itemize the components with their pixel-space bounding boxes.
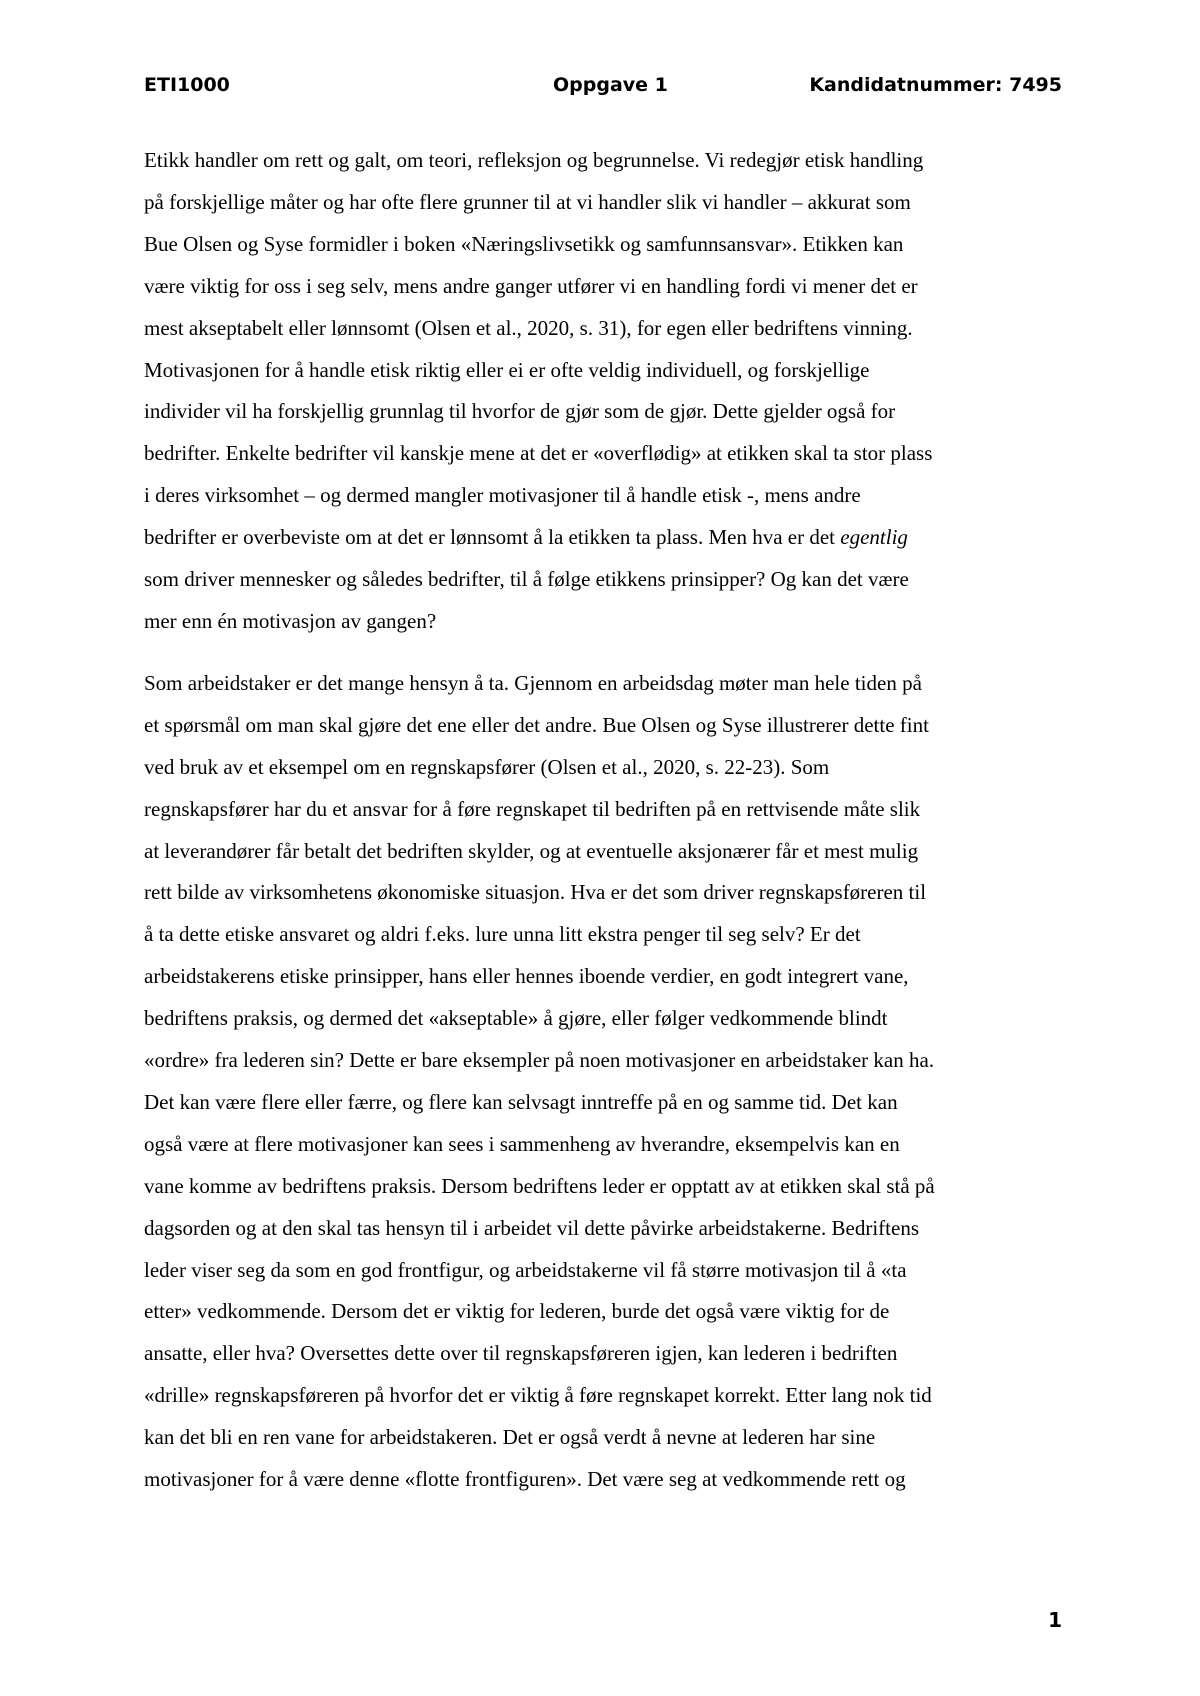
- text-line: i deres virksomhet – og dermed mangler motivasjoner til å handle etisk -, mens andre: [144, 483, 861, 508]
- text-line: på forskjellige måter og har ofte flere grunner til at vi handler slik vi handler – akkurat som: [144, 189, 911, 214]
- text-line: regnskapsfører har du et ansvar for å føre regnskapet til bedriften på en rettvisende måte slik: [144, 796, 921, 821]
- text-line: dagsorden og at den skal tas hensyn til i arbeidet vil dette påvirke arbeidstakerne. Bedriftens: [144, 1215, 920, 1240]
- text-line: «ordre» fra lederen sin? Dette er bare eksempler på noen motivasjoner en arbeidstaker kan ha.: [144, 1048, 935, 1073]
- text-line: Bue Olsen og Syse formidler i boken «Næringslivsetikk og samfunnsansvar». Etikken kan: [144, 231, 904, 256]
- text-line: ved bruk av et eksempel om en regnskapsfører (Olsen et al., 2020, s. 22-23). Som: [144, 754, 830, 779]
- text-segment: bedrifter er overbeviste om at det er lønnsomt å la etikken ta plass. Men hva er det: [144, 525, 841, 550]
- text-line: «drille» regnskapsføreren på hvorfor det er viktig å føre regnskapet korrekt. Etter lang nok tid: [144, 1383, 932, 1408]
- text-line: individer vil ha forskjellig grunnlag til hvorfor de gjør som de gjør. Dette gjelder også for: [144, 399, 896, 424]
- text-line: vane komme av bedriftens praksis. Dersom bedriftens leder er opptatt av at etikken skal stå på: [144, 1173, 935, 1198]
- text-line: Som arbeidstaker er det mange hensyn å ta. Gjennom en arbeidsdag møter man hele tiden på: [144, 670, 922, 695]
- text-line: leder viser seg da som en god frontfigur, og arbeidstakerne vil få større motivasjon til å «ta: [144, 1257, 907, 1282]
- header-assignment-title: Oppgave 1: [553, 74, 668, 96]
- paragraph: [144, 140, 1074, 643]
- text-line: bedriftens praksis, og dermed det «akseptable» å gjøre, eller følger vedkommende blindt: [144, 1006, 888, 1031]
- text-line: etter» vedkommende. Dersom det er viktig for lederen, burde det også være viktig for de: [144, 1299, 890, 1324]
- text-line: ansatte, eller hva? Oversettes dette over til regnskapsføreren igjen, kan lederen i bedriften: [144, 1341, 898, 1366]
- text-line: Etikk handler om rett og galt, om teori, refleksjon og begrunnelse. Vi redegjør etisk handling: [144, 148, 924, 172]
- page-number: 1: [1048, 1608, 1062, 1632]
- text-line: motivasjoner for å være denne «flotte frontfiguren». Det være seg at vedkommende rett og: [144, 1467, 906, 1492]
- text-line: å ta dette etiske ansvaret og aldri f.eks. lure unna litt ekstra penger til seg selv? Er det: [144, 922, 861, 947]
- text-line: bedrifter. Enkelte bedrifter vil kanskje mene at det er «overflødig» at etikken skal ta stor plass: [144, 441, 933, 466]
- text-line: mest akseptabelt eller lønnsomt (Olsen et al., 2020, s. 31), for egen eller bedriftens vinning.: [144, 315, 913, 340]
- text-line: som driver mennesker og således bedrifter, til å følge etikkens prinsipper? Og kan det være: [144, 567, 909, 592]
- text-line: rett bilde av virksomhetens økonomiske situasjon. Hva er det som driver regnskapsføreren til: [144, 880, 927, 905]
- text-line: at leverandører får betalt det bedriften skylder, og at eventuelle aksjonærer får et mest mulig: [144, 838, 919, 863]
- page-header: [144, 74, 1062, 104]
- text-line: kan det bli en ren vane for arbeidstakeren. Det er også verdt å nevne at lederen har sine: [144, 1425, 876, 1450]
- text-line: arbeidstakerens etiske prinsipper, hans eller hennes iboende verdier, en godt integrert vane,: [144, 964, 909, 989]
- text-line: Det kan være flere eller færre, og flere kan selvsagt inntreffe på en og samme tid. Det kan: [144, 1089, 898, 1114]
- document-body: [144, 140, 1074, 1501]
- header-course-code: ETI1000: [144, 74, 230, 96]
- text-line: Motivasjonen for å handle etisk riktig eller ei er ofte veldig individuell, og forskjellige: [144, 357, 870, 382]
- text-line: [144, 517, 1074, 559]
- italic-emphasis: egentlig: [840, 525, 908, 550]
- text-line: et spørsmål om man skal gjøre det ene eller det andre. Bue Olsen og Syse illustrerer dette fint: [144, 712, 929, 737]
- text-line: mer enn én motivasjon av gangen?: [144, 608, 437, 633]
- header-candidate-number: Kandidatnummer: 7495: [809, 74, 1062, 96]
- text-line: også være at flere motivasjoner kan sees i sammenheng av hverandre, eksempelvis kan en: [144, 1131, 900, 1156]
- text-line: være viktig for oss i seg selv, mens andre ganger utfører vi en handling fordi vi mener det er: [144, 273, 918, 298]
- paragraph: [144, 663, 1074, 1501]
